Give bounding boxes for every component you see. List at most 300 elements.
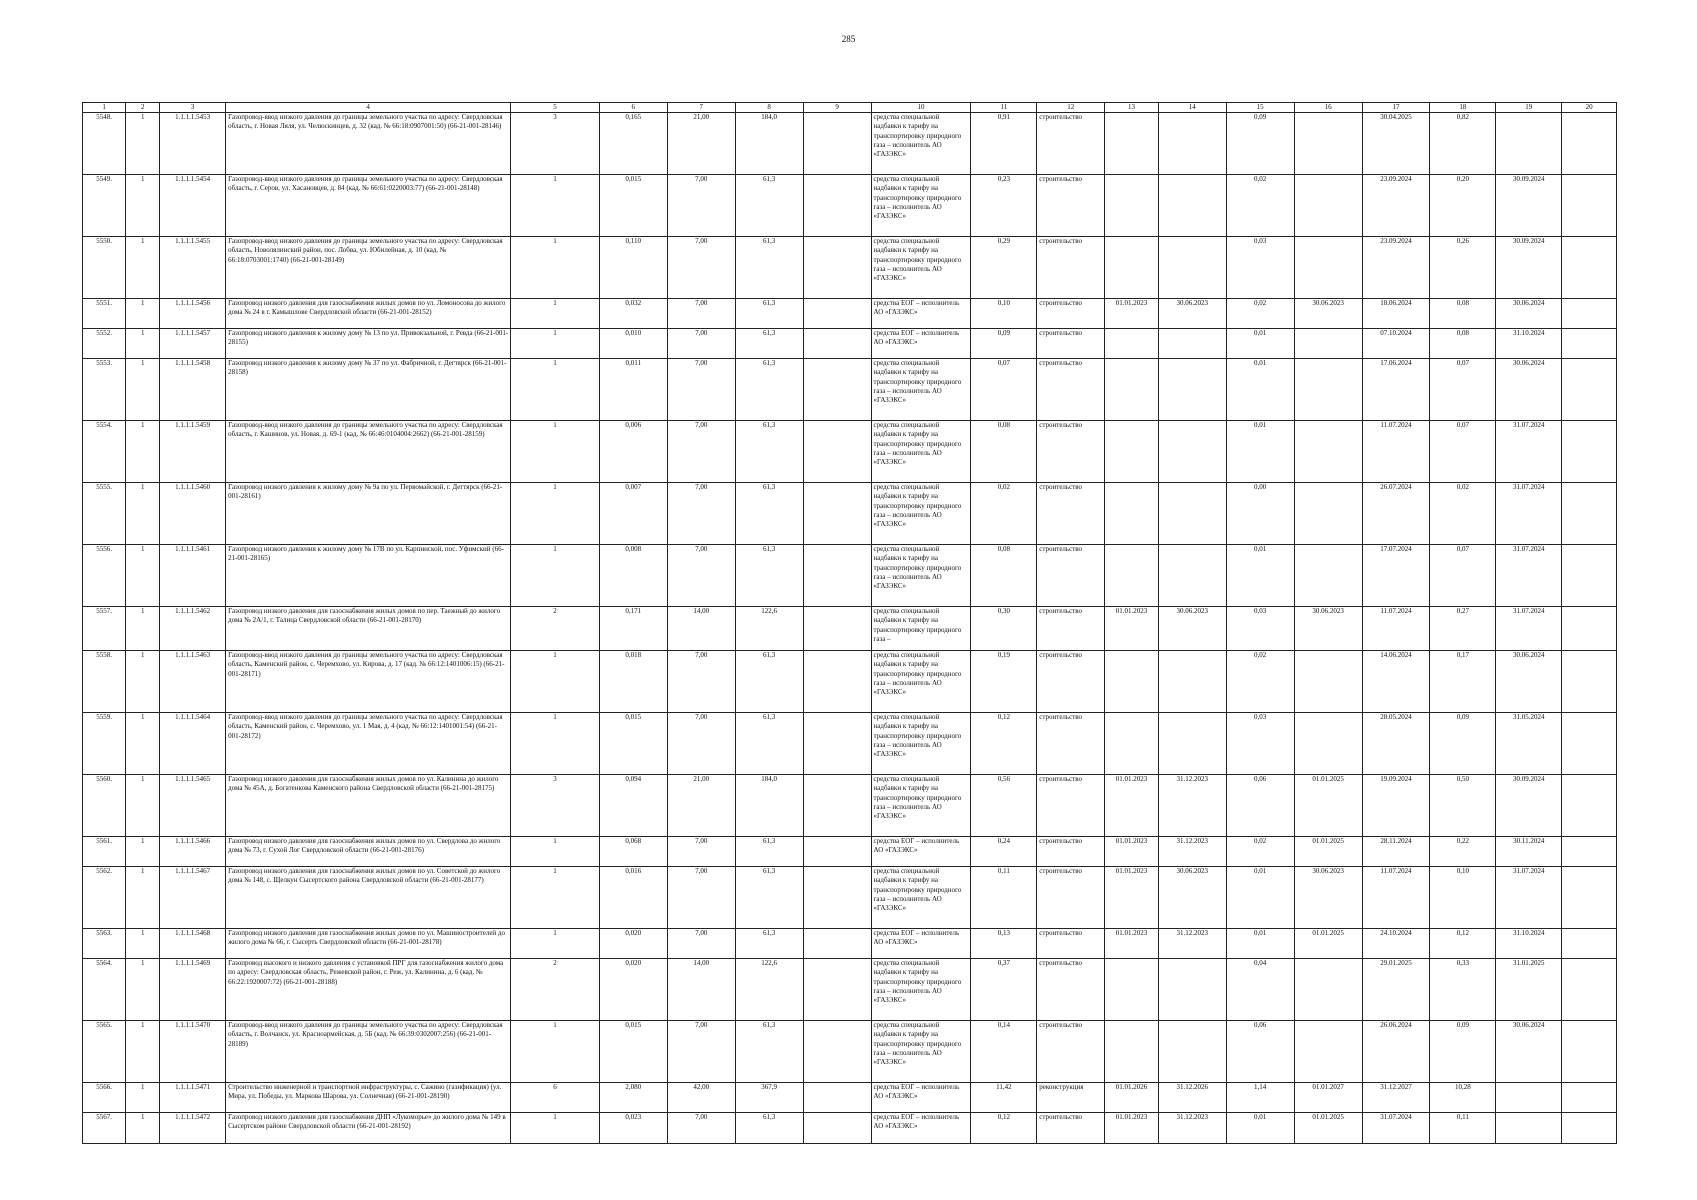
cell-col-11: 0,08: [971, 421, 1037, 483]
cell-funding-source: средства специальной надбавки к тарифу на транспортировку природного газа – исполнитель АО «ГАЗЭКС»: [871, 113, 971, 175]
cell-end-date: [1158, 1021, 1226, 1083]
cell-col-20: [1562, 867, 1617, 929]
cell-col-9: [803, 299, 871, 329]
cell-work-type: строительство: [1037, 421, 1105, 483]
cell-deadline-date: 31.10.2024: [1496, 929, 1562, 959]
cell-col-11: 0,30: [971, 607, 1037, 651]
cell-start-date: [1105, 359, 1159, 421]
cell-row-number: 5560.: [83, 775, 126, 837]
cell-col-5: 2: [511, 959, 600, 1021]
col-header: 15: [1226, 103, 1294, 113]
col-header: 14: [1158, 103, 1226, 113]
cell-deadline-date: 31.07.2024: [1496, 607, 1562, 651]
cell-object-description: Газопровод низкого давления для газоснабжения жилых домов по ул. Машиностроителей до жилого дома № 66, г. Сысерть Свердловской области (66-21-001-28178): [226, 929, 511, 959]
cell-funding-source: средства специальной надбавки к тарифу на транспортировку природного газа – исполнитель АО «ГАЗЭКС»: [871, 651, 971, 713]
cell-col-15: 0,09: [1226, 113, 1294, 175]
cell-deadline-date: 30.11.2024: [1496, 837, 1562, 867]
cell-funding-source: средства специальной надбавки к тарифу на транспортировку природного газа – исполнитель АО «ГАЗЭКС»: [871, 775, 971, 837]
cell-deadline-date: 30.09.2024: [1496, 175, 1562, 237]
cell-col-2: 1: [126, 775, 160, 837]
cell-object-code: 1.1.1.1.5462: [160, 607, 226, 651]
cell-col-20: [1562, 607, 1617, 651]
cell-col-2: 1: [126, 959, 160, 1021]
cell-work-type: строительство: [1037, 651, 1105, 713]
cell-col-7: 7,00: [667, 837, 735, 867]
cell-col-18: 0,17: [1430, 651, 1496, 713]
cell-col-18: 0,11: [1430, 1113, 1496, 1144]
cell-col-20: [1562, 775, 1617, 837]
cell-work-type: строительство: [1037, 929, 1105, 959]
cell-col-6: 0,165: [599, 113, 667, 175]
table-row: [83, 329, 1617, 359]
cell-col-6: 0,006: [599, 421, 667, 483]
cell-col-7: 42,00: [667, 1083, 735, 1113]
cell-work-type: строительство: [1037, 1021, 1105, 1083]
cell-completion-date: 17.07.2024: [1362, 545, 1430, 607]
cell-end-date: [1158, 175, 1226, 237]
cell-object-code: 1.1.1.1.5460: [160, 483, 226, 545]
cell-col-6: 0,008: [599, 545, 667, 607]
cell-object-code: 1.1.1.1.5459: [160, 421, 226, 483]
cell-col-16: [1294, 545, 1362, 607]
cell-row-number: 5563.: [83, 929, 126, 959]
cell-col-11: 0,08: [971, 545, 1037, 607]
cell-col-7: 7,00: [667, 651, 735, 713]
cell-col-9: [803, 329, 871, 359]
cell-col-8: 61,3: [735, 359, 803, 421]
cell-col-16: [1294, 483, 1362, 545]
cell-col-9: [803, 483, 871, 545]
cell-col-18: 0,08: [1430, 329, 1496, 359]
page-number: 285: [841, 34, 856, 44]
cell-col-2: 1: [126, 1113, 160, 1144]
cell-col-8: 61,3: [735, 483, 803, 545]
col-header: 10: [871, 103, 971, 113]
cell-col-18: 0,33: [1430, 959, 1496, 1021]
cell-col-8: 61,3: [735, 299, 803, 329]
cell-deadline-date: 30.06.2024: [1496, 651, 1562, 713]
cell-end-date: [1158, 545, 1226, 607]
col-header: 4: [226, 103, 511, 113]
cell-col-16: 01.01.2025: [1294, 775, 1362, 837]
cell-col-7: 7,00: [667, 359, 735, 421]
cell-deadline-date: 31.07.2024: [1496, 545, 1562, 607]
cell-end-date: [1158, 421, 1226, 483]
cell-col-18: 0,07: [1430, 359, 1496, 421]
cell-col-8: 122,6: [735, 959, 803, 1021]
cell-col-20: [1562, 837, 1617, 867]
cell-object-description: Газопровод низкого давления для газоснабжения жилых домов по ул. Ломоносова до жилого дома № 24 в г. Камышлове Свердловской области (66-21-001-28152): [226, 299, 511, 329]
register-table: [82, 102, 1617, 1144]
cell-deadline-date: 30.09.2024: [1496, 237, 1562, 299]
cell-row-number: 5553.: [83, 359, 126, 421]
cell-col-5: 3: [511, 113, 600, 175]
cell-col-9: [803, 359, 871, 421]
cell-col-16: [1294, 329, 1362, 359]
cell-deadline-date: 30.09.2024: [1496, 775, 1562, 837]
cell-object-code: 1.1.1.1.5453: [160, 113, 226, 175]
cell-col-9: [803, 545, 871, 607]
cell-col-16: [1294, 175, 1362, 237]
cell-end-date: 30.06.2023: [1158, 867, 1226, 929]
cell-col-20: [1562, 421, 1617, 483]
cell-work-type: строительство: [1037, 483, 1105, 545]
cell-row-number: 5552.: [83, 329, 126, 359]
table-row: [83, 713, 1617, 775]
cell-deadline-date: 31.07.2024: [1496, 867, 1562, 929]
cell-col-11: 0,29: [971, 237, 1037, 299]
cell-object-code: 1.1.1.1.5472: [160, 1113, 226, 1144]
table-row: [83, 929, 1617, 959]
cell-funding-source: средства ЕОГ – исполнитель АО «ГАЗЭКС»: [871, 1083, 971, 1113]
cell-deadline-date: 30.06.2024: [1496, 359, 1562, 421]
cell-col-15: 0,00: [1226, 483, 1294, 545]
col-header: 13: [1105, 103, 1159, 113]
cell-col-20: [1562, 651, 1617, 713]
cell-col-7: 7,00: [667, 483, 735, 545]
col-header: 18: [1430, 103, 1496, 113]
cell-deadline-date: [1496, 1113, 1562, 1144]
cell-end-date: [1158, 959, 1226, 1021]
cell-object-description: Газопровод низкого давления для газоснабжения жилых домов по ул. Свердлова до жилого дома № 73, г. Сухой Лог Свердловской области (66-21-001-28176): [226, 837, 511, 867]
cell-start-date: 01.01.2023: [1105, 299, 1159, 329]
cell-deadline-date: [1496, 113, 1562, 175]
cell-col-9: [803, 651, 871, 713]
cell-completion-date: 29.01.2025: [1362, 959, 1430, 1021]
cell-col-8: 367,9: [735, 1083, 803, 1113]
cell-end-date: [1158, 651, 1226, 713]
cell-col-15: 0,01: [1226, 545, 1294, 607]
table-row: [83, 607, 1617, 651]
cell-funding-source: средства специальной надбавки к тарифу на транспортировку природного газа – исполнитель АО «ГАЗЭКС»: [871, 483, 971, 545]
cell-col-2: 1: [126, 1021, 160, 1083]
cell-col-2: 1: [126, 651, 160, 713]
cell-col-15: 0,01: [1226, 929, 1294, 959]
cell-col-2: 1: [126, 113, 160, 175]
cell-end-date: [1158, 713, 1226, 775]
cell-end-date: 30.06.2023: [1158, 607, 1226, 651]
cell-col-20: [1562, 299, 1617, 329]
col-header: 7: [667, 103, 735, 113]
cell-object-code: 1.1.1.1.5468: [160, 929, 226, 959]
cell-col-15: 0,03: [1226, 607, 1294, 651]
cell-end-date: 31.12.2023: [1158, 775, 1226, 837]
cell-col-5: 1: [511, 651, 600, 713]
cell-col-2: 1: [126, 545, 160, 607]
cell-funding-source: средства специальной надбавки к тарифу на транспортировку природного газа – исполнитель АО «ГАЗЭКС»: [871, 421, 971, 483]
cell-deadline-date: 31.01.2025: [1496, 959, 1562, 1021]
cell-col-5: 1: [511, 237, 600, 299]
col-header: 11: [971, 103, 1037, 113]
cell-col-6: 0,020: [599, 929, 667, 959]
col-header: 17: [1362, 103, 1430, 113]
cell-col-15: 0,03: [1226, 713, 1294, 775]
cell-completion-date: 30.04.2025: [1362, 113, 1430, 175]
cell-deadline-date: [1496, 1083, 1562, 1113]
cell-object-description: Газопровод-ввод низкого давления до границы земельного участка по адресу: Свердловская область, г. Новая Ляля, ул. Челюскинцев, д. 32 (кад. № 66:18:0907001:50) (66-21-001-28146): [226, 113, 511, 175]
cell-col-5: 1: [511, 483, 600, 545]
cell-col-5: 1: [511, 421, 600, 483]
cell-row-number: 5561.: [83, 837, 126, 867]
cell-col-2: 1: [126, 359, 160, 421]
cell-completion-date: 14.06.2024: [1362, 651, 1430, 713]
cell-object-description: Газопровод-ввод низкого давления до границы земельного участка по адресу: Свердловская область, г. Волчанск, ул. Красноармейская, д. 5Б (кад. № 66:39:0302007:256) (66-21-001-28189): [226, 1021, 511, 1083]
cell-col-20: [1562, 1021, 1617, 1083]
cell-col-18: 10,28: [1430, 1083, 1496, 1113]
cell-col-2: 1: [126, 421, 160, 483]
cell-col-16: 01.01.2025: [1294, 1113, 1362, 1144]
cell-col-18: 0,09: [1430, 713, 1496, 775]
cell-start-date: [1105, 545, 1159, 607]
cell-col-15: 0,03: [1226, 237, 1294, 299]
cell-funding-source: средства ЕОГ – исполнитель АО «ГАЗЭКС»: [871, 329, 971, 359]
cell-col-18: 0,50: [1430, 775, 1496, 837]
cell-col-11: 0,07: [971, 359, 1037, 421]
cell-completion-date: 23.09.2024: [1362, 237, 1430, 299]
cell-col-18: 0,27: [1430, 607, 1496, 651]
cell-row-number: 5559.: [83, 713, 126, 775]
cell-col-7: 7,00: [667, 299, 735, 329]
cell-col-9: [803, 607, 871, 651]
cell-work-type: реконструкция: [1037, 1083, 1105, 1113]
cell-col-5: 1: [511, 175, 600, 237]
cell-col-9: [803, 867, 871, 929]
cell-col-2: 1: [126, 175, 160, 237]
table-row: [83, 175, 1617, 237]
cell-end-date: 30.06.2023: [1158, 299, 1226, 329]
cell-col-11: 0,14: [971, 1021, 1037, 1083]
cell-col-16: 30.06.2023: [1294, 867, 1362, 929]
cell-completion-date: 23.09.2024: [1362, 175, 1430, 237]
cell-col-11: 0,11: [971, 867, 1037, 929]
cell-col-15: 0,01: [1226, 867, 1294, 929]
col-header: 6: [599, 103, 667, 113]
cell-col-15: 0,01: [1226, 329, 1294, 359]
table-body: [83, 113, 1617, 1144]
cell-col-9: [803, 1083, 871, 1113]
cell-start-date: 01.01.2023: [1105, 867, 1159, 929]
cell-col-11: 0,37: [971, 959, 1037, 1021]
cell-start-date: [1105, 959, 1159, 1021]
cell-col-9: [803, 775, 871, 837]
cell-work-type: строительство: [1037, 775, 1105, 837]
table-row: [83, 1083, 1617, 1113]
cell-object-code: 1.1.1.1.5465: [160, 775, 226, 837]
cell-col-18: 0,08: [1430, 299, 1496, 329]
cell-col-11: 0,02: [971, 483, 1037, 545]
cell-object-code: 1.1.1.1.5471: [160, 1083, 226, 1113]
cell-col-20: [1562, 713, 1617, 775]
cell-col-9: [803, 175, 871, 237]
cell-col-20: [1562, 329, 1617, 359]
cell-col-20: [1562, 1113, 1617, 1144]
cell-deadline-date: 31.05.2024: [1496, 713, 1562, 775]
cell-col-6: 0,020: [599, 959, 667, 1021]
cell-row-number: 5565.: [83, 1021, 126, 1083]
cell-work-type: строительство: [1037, 113, 1105, 175]
cell-object-description: Газопровод низкого давления для газоснабжения жилых домов по ул. Калинина до жилого дома № 45А, д. Богатенкова Каменского района Свердловской области (66-21-001-28175): [226, 775, 511, 837]
cell-object-description: Газопровод низкого давления для газоснабжения жилых домов по ул. Советской до жилого дома № 148, с. Щелкун Сысертского района Свердловской области (66-21-001-28177): [226, 867, 511, 929]
cell-col-5: 1: [511, 359, 600, 421]
cell-col-11: 0,23: [971, 175, 1037, 237]
cell-funding-source: средства специальной надбавки к тарифу на транспортировку природного газа –: [871, 607, 971, 651]
cell-col-15: 1,14: [1226, 1083, 1294, 1113]
cell-col-6: 0,015: [599, 1021, 667, 1083]
cell-completion-date: 28.05.2024: [1362, 713, 1430, 775]
cell-col-9: [803, 713, 871, 775]
table-row: [83, 237, 1617, 299]
cell-col-8: 61,3: [735, 1021, 803, 1083]
cell-completion-date: 11.07.2024: [1362, 607, 1430, 651]
cell-completion-date: 11.07.2024: [1362, 421, 1430, 483]
cell-col-9: [803, 959, 871, 1021]
cell-object-code: 1.1.1.1.5457: [160, 329, 226, 359]
cell-col-11: 0,24: [971, 837, 1037, 867]
cell-col-15: 0,01: [1226, 1113, 1294, 1144]
cell-col-18: 0,10: [1430, 867, 1496, 929]
cell-completion-date: 11.07.2024: [1362, 867, 1430, 929]
col-header: 9: [803, 103, 871, 113]
cell-object-description: Газопровод низкого давления для газоснабжения жилых домов по пер. Таежный до жилого дома № 2А/1, г. Талица Свердловской области (66-21-001-28170): [226, 607, 511, 651]
cell-start-date: 01.01.2023: [1105, 607, 1159, 651]
cell-col-18: 0,09: [1430, 1021, 1496, 1083]
cell-work-type: строительство: [1037, 545, 1105, 607]
cell-start-date: 01.01.2023: [1105, 837, 1159, 867]
cell-col-6: 0,010: [599, 329, 667, 359]
cell-end-date: 31.12.2023: [1158, 929, 1226, 959]
cell-funding-source: средства специальной надбавки к тарифу на транспортировку природного газа – исполнитель АО «ГАЗЭКС»: [871, 867, 971, 929]
cell-funding-source: средства специальной надбавки к тарифу на транспортировку природного газа – исполнитель АО «ГАЗЭКС»: [871, 175, 971, 237]
cell-completion-date: 19.09.2024: [1362, 775, 1430, 837]
cell-col-6: 0,068: [599, 837, 667, 867]
cell-col-7: 7,00: [667, 175, 735, 237]
cell-col-9: [803, 1021, 871, 1083]
cell-col-6: 0,011: [599, 359, 667, 421]
cell-col-11: 0,56: [971, 775, 1037, 837]
cell-col-9: [803, 237, 871, 299]
col-header: 1: [83, 103, 126, 113]
cell-col-8: 61,3: [735, 867, 803, 929]
cell-col-16: 01.01.2025: [1294, 837, 1362, 867]
cell-col-6: 0,032: [599, 299, 667, 329]
cell-col-18: 0,20: [1430, 175, 1496, 237]
cell-object-description: Газопровод-ввод низкого давления до границы земельного участка по адресу: Свердловская область, Каменский район, с. Черемхово, ул. 1 Мая, д. 4 (кад. № 66:12:1401001:54) (66-21-001-28172): [226, 713, 511, 775]
cell-col-7: 21,00: [667, 113, 735, 175]
cell-col-6: 0,015: [599, 713, 667, 775]
cell-col-5: 1: [511, 837, 600, 867]
cell-object-description: Газопровод низкого давления для газоснабжения ДНП «Лукоморье» до жилого дома № 149 в Сысертском районе Свердловской области (66-21-001-28192): [226, 1113, 511, 1144]
cell-col-2: 1: [126, 299, 160, 329]
cell-object-description: Строительство инженерной и транспортной инфраструктуры, с. Сажино (газификация) (ул. Мира, ул. Победы, ул. Маркова Шарова, ул. Солнечная) (66-21-001-28190): [226, 1083, 511, 1113]
register-table-container: [82, 102, 1617, 1144]
cell-col-20: [1562, 359, 1617, 421]
cell-col-7: 7,00: [667, 421, 735, 483]
cell-col-2: 1: [126, 329, 160, 359]
cell-funding-source: средства ЕОГ – исполнитель АО «ГАЗЭКС»: [871, 299, 971, 329]
cell-work-type: строительство: [1037, 607, 1105, 651]
cell-row-number: 5550.: [83, 237, 126, 299]
cell-col-8: 61,3: [735, 713, 803, 775]
cell-completion-date: 31.07.2024: [1362, 1113, 1430, 1144]
cell-col-20: [1562, 113, 1617, 175]
cell-col-15: 0,02: [1226, 651, 1294, 713]
cell-row-number: 5566.: [83, 1083, 126, 1113]
cell-col-20: [1562, 1083, 1617, 1113]
cell-object-description: Газопровод низкого давления к жилому дому № 13 по ул. Привокзальной, г. Ревда (66-21-001-28155): [226, 329, 511, 359]
cell-row-number: 5555.: [83, 483, 126, 545]
cell-row-number: 5548.: [83, 113, 126, 175]
cell-col-16: [1294, 959, 1362, 1021]
cell-object-description: Газопровод низкого давления к жилому дому № 37 по ул. Фабричной, г. Дегтярск (66-21-001-28158): [226, 359, 511, 421]
cell-funding-source: средства ЕОГ – исполнитель АО «ГАЗЭКС»: [871, 837, 971, 867]
table-row: [83, 113, 1617, 175]
cell-col-9: [803, 929, 871, 959]
cell-col-16: 01.01.2025: [1294, 929, 1362, 959]
cell-col-8: 61,3: [735, 837, 803, 867]
cell-col-15: 0,06: [1226, 775, 1294, 837]
table-row: [83, 421, 1617, 483]
cell-col-2: 1: [126, 929, 160, 959]
cell-start-date: 01.01.2023: [1105, 1113, 1159, 1144]
cell-col-18: 0,82: [1430, 113, 1496, 175]
cell-start-date: [1105, 651, 1159, 713]
cell-object-description: Газопровод-ввод низкого давления до границы земельного участка по адресу: Свердловская область, г. Серов, ул. Хасановцев, д. 84 (кад. № 66:61:0220003:77) (66-21-001-28148): [226, 175, 511, 237]
cell-col-8: 184,0: [735, 113, 803, 175]
table-row: [83, 959, 1617, 1021]
cell-deadline-date: 30.06.2024: [1496, 299, 1562, 329]
col-header: 16: [1294, 103, 1362, 113]
cell-col-7: 7,00: [667, 329, 735, 359]
cell-col-6: 0,023: [599, 1113, 667, 1144]
cell-col-6: 0,015: [599, 175, 667, 237]
cell-deadline-date: 31.10.2024: [1496, 329, 1562, 359]
cell-object-code: 1.1.1.1.5470: [160, 1021, 226, 1083]
cell-completion-date: 26.07.2024: [1362, 483, 1430, 545]
cell-col-9: [803, 113, 871, 175]
cell-completion-date: 07.10.2024: [1362, 329, 1430, 359]
cell-col-5: 1: [511, 329, 600, 359]
cell-col-2: 1: [126, 867, 160, 929]
col-header: 12: [1037, 103, 1105, 113]
cell-col-11: 0,13: [971, 929, 1037, 959]
cell-object-code: 1.1.1.1.5463: [160, 651, 226, 713]
table-row: [83, 483, 1617, 545]
cell-object-code: 1.1.1.1.5464: [160, 713, 226, 775]
cell-col-6: 0,110: [599, 237, 667, 299]
cell-object-description: Газопровод низкого давления к жилому дому № 17В по ул. Карпинской, пос. Уфимский (66-21-001-28165): [226, 545, 511, 607]
cell-deadline-date: 31.07.2024: [1496, 421, 1562, 483]
cell-end-date: [1158, 483, 1226, 545]
table-row: [83, 775, 1617, 837]
cell-col-8: 122,6: [735, 607, 803, 651]
cell-col-11: 0,10: [971, 299, 1037, 329]
cell-col-7: 14,00: [667, 607, 735, 651]
cell-col-16: 01.01.2027: [1294, 1083, 1362, 1113]
cell-start-date: 01.01.2023: [1105, 775, 1159, 837]
header-row: [83, 103, 1617, 113]
cell-col-5: 6: [511, 1083, 600, 1113]
cell-col-6: 2,080: [599, 1083, 667, 1113]
cell-work-type: строительство: [1037, 299, 1105, 329]
cell-col-2: 1: [126, 837, 160, 867]
cell-completion-date: 31.12.2027: [1362, 1083, 1430, 1113]
cell-col-15: 0,01: [1226, 359, 1294, 421]
cell-col-18: 0,07: [1430, 421, 1496, 483]
cell-col-16: [1294, 237, 1362, 299]
cell-col-16: [1294, 1021, 1362, 1083]
cell-work-type: строительство: [1037, 837, 1105, 867]
table-row: [83, 651, 1617, 713]
